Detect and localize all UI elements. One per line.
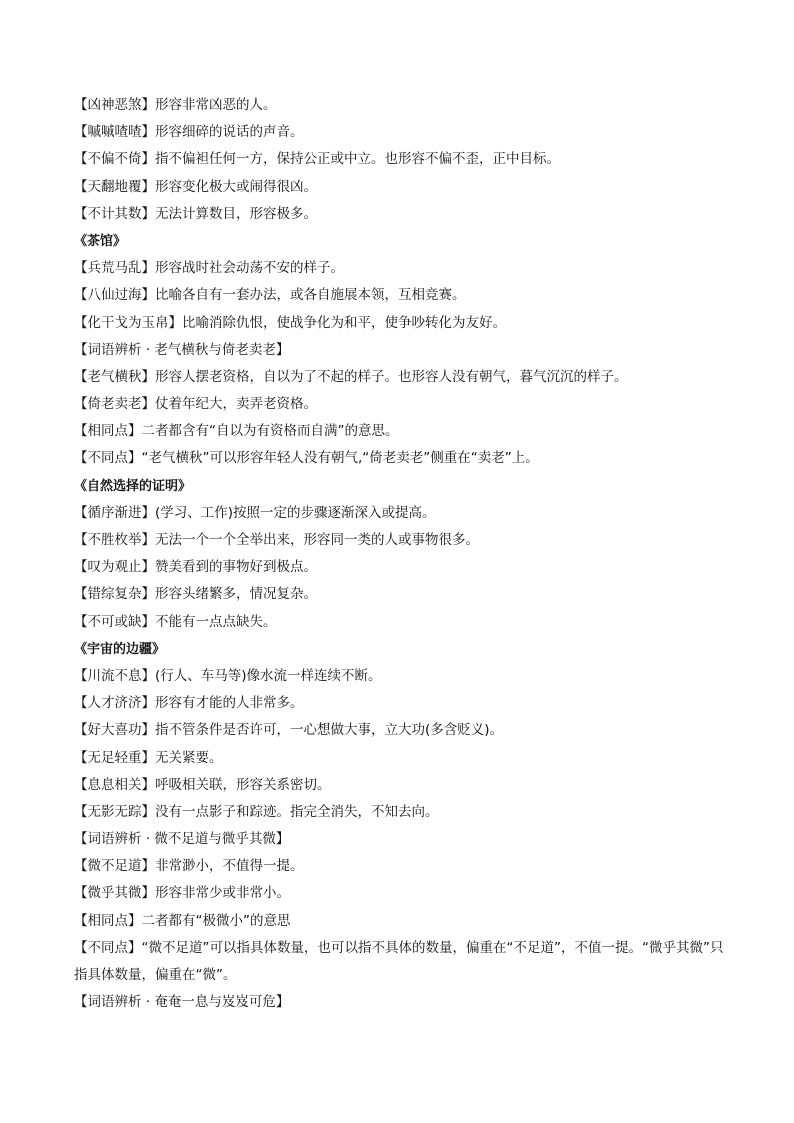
- definition: 形容头绪繁多，情况复杂。: [155, 586, 317, 603]
- section-heading: 《自然选择的证明》: [74, 478, 192, 494]
- term: 【倚老卖老】: [74, 396, 155, 413]
- term: 【人才济济】: [74, 695, 155, 712]
- definition: 指不管条件是否许可，一心想做大事，立大功(多含贬义)。: [155, 722, 504, 739]
- list-item: [74, 364, 724, 391]
- term: 【微乎其微】: [74, 885, 155, 902]
- term: 【八仙过海】: [74, 287, 155, 304]
- term: 【不同点】: [74, 450, 142, 467]
- definition: 形容非常凶恶的人。: [155, 97, 277, 113]
- list-item: [74, 310, 724, 337]
- definition: 比喻各自有一套办法，或各自施展本领，互相竞赛。: [155, 287, 466, 304]
- definition: (学习、工作)按照一定的步骤逐渐深入或提高。: [155, 504, 436, 521]
- list-item: [74, 663, 724, 690]
- term: 【相同点】: [74, 423, 142, 440]
- term: 【循序渐进】: [74, 504, 155, 521]
- definition: 没有一点影子和踪迹。指完全消失，不知去向。: [155, 803, 439, 820]
- term: 【错综复杂】: [74, 586, 155, 603]
- definition: 无法一个一个全举出来，形容同一类的人或事物很多。: [155, 532, 479, 548]
- term: 【好大喜功】: [74, 722, 155, 739]
- term: 【兵荒马乱】: [74, 260, 155, 277]
- term: 【微不足道】: [74, 858, 155, 875]
- definition: (行人、车马等)像水流一样连续不断。: [155, 667, 382, 684]
- list-item: [74, 717, 724, 744]
- list-item: [74, 745, 724, 772]
- term: 【天翻地覆】: [74, 178, 155, 195]
- term: 【不胜枚举】: [74, 532, 155, 548]
- definition: 形容人摆老资格，自以为了不起的样子。也形容人没有朝气，暮气沉沉的样子。: [155, 368, 628, 385]
- term: 【无足轻重】: [74, 749, 155, 766]
- definition: 比喻消除仇恨，使战争化为和平，使争吵转化为友好。: [182, 314, 506, 331]
- vocabulary-list: [74, 92, 724, 1016]
- definition: 二者都有“极微小”的意思: [141, 912, 291, 929]
- list-item: [74, 527, 724, 554]
- definition: 形容战时社会动荡不安的样子。: [155, 260, 344, 277]
- term: 【川流不息】: [74, 667, 155, 684]
- term: 【息息相关】: [74, 776, 155, 793]
- list-item: [74, 772, 724, 799]
- term: 【无影无踪】: [74, 803, 155, 820]
- definition: 形容细碎的说话的声音。: [155, 124, 304, 141]
- term: 【老气横秋】: [74, 368, 155, 385]
- term: 【不同点】: [74, 939, 142, 956]
- term: 【不偏不倚】: [74, 151, 155, 168]
- list-item: [74, 201, 724, 228]
- definition: 二者都含有“自以为有资格而自满”的意思。: [141, 423, 399, 440]
- list-item: [74, 609, 724, 636]
- term: 【不计其数】: [74, 205, 155, 222]
- list-item: [74, 908, 724, 935]
- term: 【化干戈为玉帛】: [74, 314, 182, 331]
- definition: 形容有才能的人非常多。: [155, 695, 304, 712]
- list-item: [74, 500, 724, 527]
- definition: 无法计算数目，形容极多。: [155, 205, 317, 222]
- comparison-heading: 【词语辨析 · 微不足道与微乎其微】: [74, 831, 290, 848]
- definition: “微不足道”可以指具体数量，也可以指不具体的数量，偏重在“不足道”，不值一提。“微乎其微”只指具体数量，偏重在“微”。: [74, 939, 724, 984]
- definition: “老气横秋”可以形容年轻人没有朝气,“倚老卖老”侧重在“卖老”上。: [141, 450, 539, 467]
- definition: 形容变化极大或闹得很凶。: [155, 178, 317, 195]
- list-item: [74, 92, 724, 119]
- section-heading: 《宇宙的边疆》: [74, 641, 166, 657]
- comparison-heading: 【词语辨析 · 老气横秋与倚老卖老】: [74, 341, 290, 358]
- term: 【叹为观止】: [74, 559, 155, 576]
- definition: 形容非常少或非常小。: [155, 885, 290, 902]
- list-item: [74, 581, 724, 608]
- list-item: [74, 880, 724, 907]
- definition: 不能有一点点缺失。: [155, 613, 277, 630]
- term: 【不可或缺】: [74, 613, 155, 630]
- list-item: [74, 853, 724, 880]
- list-item: [74, 119, 724, 146]
- list-item: [74, 799, 724, 826]
- list-item: [74, 554, 724, 581]
- definition: 非常渺小，不值得一提。: [155, 858, 304, 875]
- list-item: [74, 146, 724, 173]
- list-item: [74, 935, 724, 989]
- definition: 赞美看到的事物好到极点。: [155, 559, 317, 576]
- list-item: [74, 690, 724, 717]
- comparison-heading: 【词语辨析 · 奄奄一息与岌岌可危】: [74, 994, 290, 1011]
- definition: 呼吸相关联，形容关系密切。: [155, 776, 331, 793]
- list-item: [74, 391, 724, 418]
- term: 【凶神恶煞】: [74, 97, 155, 113]
- definition: 仗着年纪大，卖弄老资格。: [155, 396, 317, 413]
- term: 【相同点】: [74, 912, 142, 929]
- section-heading: 《茶馆》: [74, 233, 127, 249]
- list-item: [74, 445, 724, 472]
- definition: 指不偏袒任何一方，保持公正或中立。也形容不偏不歪，正中目标。: [155, 151, 560, 168]
- list-item: [74, 255, 724, 282]
- list-item: [74, 282, 724, 309]
- term: 【嘁嘁喳喳】: [74, 124, 155, 141]
- list-item: [74, 418, 724, 445]
- definition: 无关紧要。: [155, 749, 223, 766]
- list-item: [74, 174, 724, 201]
